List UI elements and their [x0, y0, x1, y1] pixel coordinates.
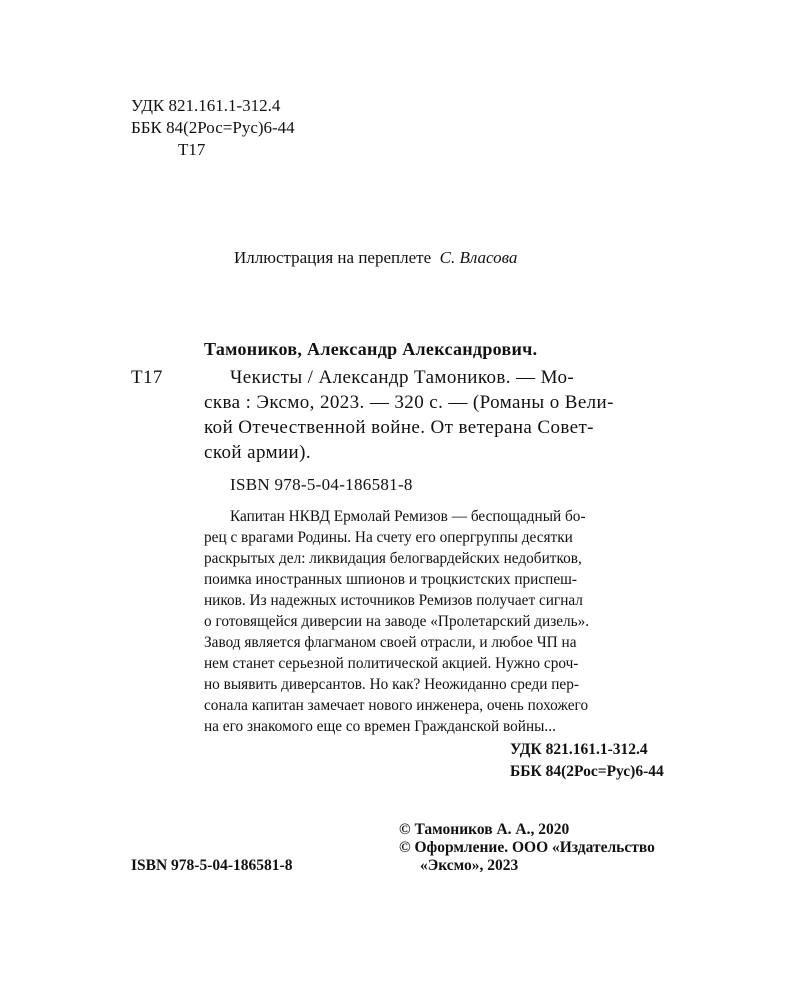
- annotation-line: сонала капитан замечает нового инженера, очень похожего: [204, 697, 589, 714]
- illustration-label: Иллюстрация на переплете: [234, 248, 432, 267]
- author-heading: Тамоников, Александр Александрович.: [204, 339, 538, 359]
- entry-isbn: ISBN 978-5-04-186581-8: [230, 475, 413, 494]
- annotation-line: но выявить диверсантов. Но как? Неожиданно среди пер-: [204, 676, 579, 693]
- annotation-line: раскрытых дел: ликвидация белогвардейских недобитков,: [204, 550, 582, 567]
- copyright-author: © Тамоников А. А., 2020: [399, 821, 570, 838]
- bbk-code-bold: ББК 84(2Рос=Рус)6-44: [510, 763, 664, 780]
- author-mark: Т17: [178, 140, 206, 159]
- entry-line: ской армии).: [204, 442, 311, 463]
- udk-code-bold: УДК 821.161.1-312.4: [510, 741, 648, 758]
- annotation-line: поимка иностранных шпионов и троцкистских приспеш-: [204, 571, 578, 588]
- footer-isbn: ISBN 978-5-04-186581-8: [131, 857, 293, 874]
- bbk-code: ББК 84(2Рос=Рус)6-44: [131, 118, 295, 137]
- udk-code: УДК 821.161.1-312.4: [131, 96, 281, 115]
- annotation-line: нем станет серьезной политической акцией. Нужно сроч-: [204, 655, 579, 672]
- annotation-line: Завод является флагманом своей отрасли, и любое ЧП на: [204, 634, 577, 651]
- entry-author-mark: Т17: [131, 367, 163, 388]
- entry-line: сква : Эксмо, 2023. — 320 с. — (Романы о Вели-: [204, 392, 614, 413]
- annotation-line: Капитан НКВД Ермолай Ремизов — беспощадный бо-: [230, 508, 586, 525]
- illustration-artist: С. Власова: [439, 248, 518, 267]
- annotation-line: рец с врагами Родины. На счету его опергруппы десятки: [204, 529, 573, 546]
- annotation-line: на его знакомого еще со времен Гражданской войны...: [204, 718, 556, 735]
- annotation-line: ников. Из надежных источников Ремизов получает сигнал: [204, 592, 583, 609]
- entry-line: кой Отечественной войне. От ветерана Совет-: [204, 417, 594, 438]
- entry-line: Чекисты / Александр Тамоников. — Мо-: [230, 367, 575, 388]
- copyright-design-cont: «Эксмо», 2023: [420, 857, 519, 874]
- annotation-line: о готовящейся диверсии на заводе «Пролетарский дизель».: [204, 613, 590, 630]
- illustration-credit: [234, 249, 517, 266]
- copyright-design: © Оформление. ООО «Издательство: [399, 839, 655, 856]
